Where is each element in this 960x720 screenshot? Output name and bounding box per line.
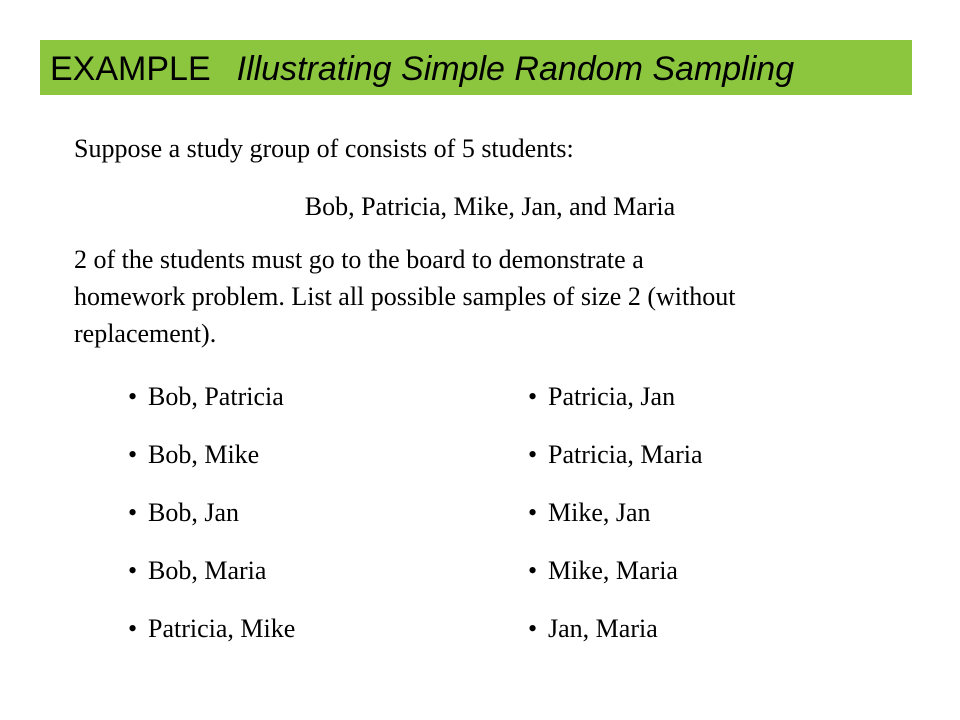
sample-label: Mike, Maria — [548, 556, 678, 585]
sample-label: Patricia, Maria — [548, 440, 703, 469]
sample-item — [528, 494, 703, 552]
task-line: replacement). — [74, 319, 217, 348]
sample-item — [528, 436, 703, 494]
bullet-icon: • — [128, 498, 138, 527]
sample-label: Bob, Patricia — [148, 382, 284, 411]
sample-item — [128, 610, 295, 668]
bullet-icon: • — [128, 440, 138, 469]
bullet-icon: • — [528, 556, 538, 585]
bullet-icon: • — [128, 614, 138, 643]
sample-item — [128, 494, 295, 552]
sample-item — [128, 552, 295, 610]
sample-item — [528, 552, 703, 610]
sample-label: Mike, Jan — [548, 498, 651, 527]
sample-label: Bob, Jan — [148, 498, 239, 527]
task-paragraph — [74, 241, 904, 352]
task-line: homework problem. List all possible samples of size 2 (without — [74, 282, 736, 311]
sample-item — [528, 610, 703, 668]
bullet-icon: • — [528, 440, 538, 469]
bullet-icon: • — [128, 556, 138, 585]
bullet-icon: • — [528, 614, 538, 643]
sample-item — [128, 378, 295, 436]
samples-list-left — [128, 378, 295, 668]
sample-label: Bob, Mike — [148, 440, 260, 469]
sample-item — [128, 436, 295, 494]
bullet-icon: • — [528, 498, 538, 527]
bullet-icon: • — [528, 382, 538, 411]
sample-label: Patricia, Mike — [148, 614, 296, 643]
slide-title — [50, 44, 794, 94]
title-main: Illustrating Simple Random Sampling — [236, 50, 795, 88]
task-line: 2 of the students must go to the board to demonstrate a — [74, 245, 644, 274]
title-prefix: EXAMPLE — [50, 50, 211, 88]
bullet-icon: • — [128, 382, 138, 411]
intro-text: Suppose a study group of consists of 5 students: — [74, 134, 574, 163]
sample-label: Bob, Maria — [148, 556, 267, 585]
sample-item — [528, 378, 703, 436]
student-names: Bob, Patricia, Mike, Jan, and Maria — [304, 192, 676, 221]
sample-label: Patricia, Jan — [548, 382, 676, 411]
samples-list-right — [528, 378, 703, 668]
sample-label: Jan, Maria — [548, 614, 658, 643]
